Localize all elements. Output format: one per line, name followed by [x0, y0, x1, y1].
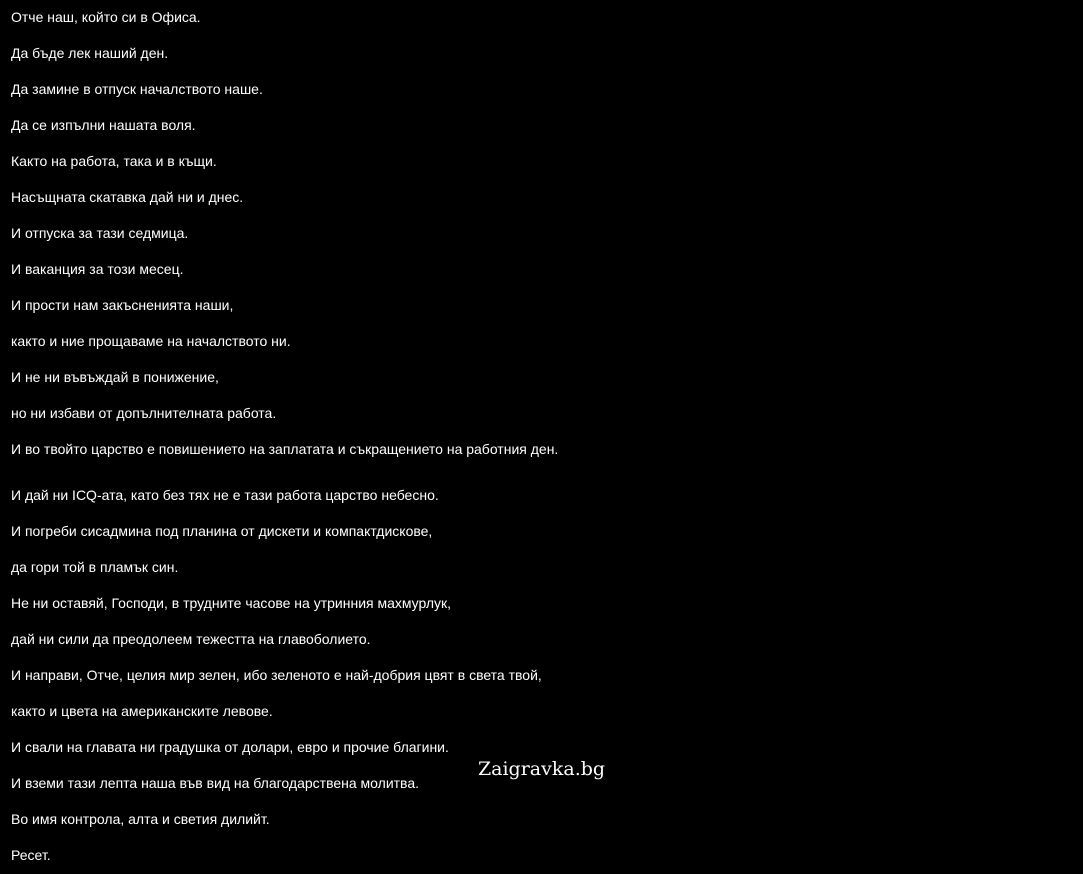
poem-line: И свали на главата ни градушка от долари, евро и прочие благини.: [11, 739, 449, 755]
poem-line: И дай ни ICQ-ата, като без тях не е тази работа царство небесно.: [11, 487, 439, 503]
site-watermark: Zaigravka.bg: [477, 758, 606, 780]
poem-line: да гори той в пламък син.: [11, 559, 179, 575]
poem-line: но ни избави от допълнителната работа.: [11, 405, 277, 421]
poem-line: както и ние прощаваме на началството ни.: [11, 333, 291, 349]
poem-line: И вземи тази лепта наша във вид на благодарствена молитва.: [11, 775, 420, 791]
poem-line: И отпуска за тази седмица.: [11, 225, 189, 241]
poem-line: Во имя контрола, алта и светия дилийт.: [11, 811, 270, 827]
poem-line: Не ни оставяй, Господи, в трудните часове на утринния махмурлук,: [11, 595, 452, 611]
poem-line: И прости нам закъсненията наши,: [11, 297, 234, 313]
poem-line: И ваканция за този месец.: [11, 261, 184, 277]
poem-text: [11, 0, 571, 874]
poem-line: Да се изпълни нашата воля.: [11, 117, 196, 133]
poem-line: И погреби сисадмина под планина от дискети и компактдискове,: [11, 523, 433, 539]
poem-line: И направи, Отче, целия мир зелен, ибо зеленото е най-добрия цвят в света твой,: [11, 667, 542, 683]
poem-line: дай ни сили да преодолеем тежестта на главоболието.: [11, 631, 371, 647]
poem-line: Ресет.: [11, 847, 51, 863]
poem-line: Да бъде лек наший ден.: [11, 45, 169, 61]
poem-line: И не ни въвъждай в понижение,: [11, 369, 219, 385]
poem-line: Както на работа, така и в къщи.: [11, 153, 217, 169]
poem-line: както и цвета на американските левове.: [11, 703, 273, 719]
poem-line: И во твойто царство е повишението на заплатата и съкращението на работния ден.: [11, 441, 559, 457]
poem-line: Да замине в отпуск началството наше.: [11, 81, 263, 97]
poem-line: Отче наш, който си в Офиса.: [11, 9, 201, 25]
poem-line: Насъщната скатавка дай ни и днес.: [11, 189, 244, 205]
